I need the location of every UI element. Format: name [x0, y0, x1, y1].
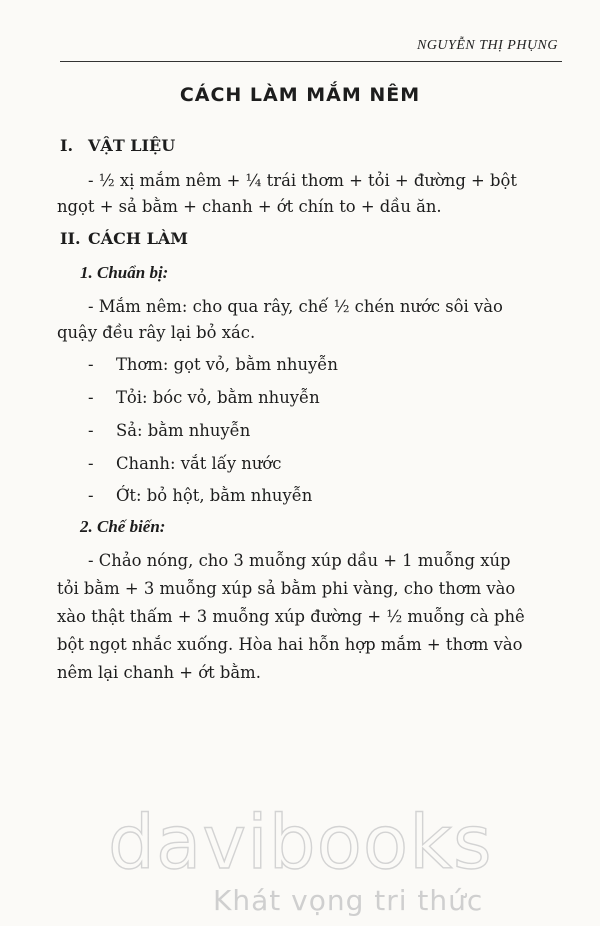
page-title: CÁCH LÀM MẮM NÊM	[179, 84, 421, 106]
list-item-text: Ớt: bỏ hột, bằm nhuyễn	[116, 486, 313, 505]
cooking-line-5: nêm lại chanh + ớt bằm.	[57, 663, 261, 682]
prep-intro-line-1: - Mắm nêm: cho qua rây, chế ½ chén nước sôi vào	[88, 297, 503, 316]
list-dash: -	[88, 454, 94, 473]
list-item-text: Tỏi: bóc vỏ, bằm nhuyễn	[116, 388, 320, 407]
section-number: I.	[60, 136, 74, 155]
section-heading-method	[60, 229, 188, 248]
list-dash: -	[88, 421, 94, 440]
list-item	[88, 451, 281, 476]
subsection-preparation: 1. Chuẩn bị:	[80, 263, 169, 282]
section-heading-materials	[60, 136, 175, 155]
list-dash: -	[88, 388, 94, 407]
running-head: NGUYỄN THỊ PHỤNG	[416, 38, 558, 53]
cooking-line-2: tỏi bằm + 3 muỗng xúp sả bằm phi vàng, cho thơm vào	[57, 579, 516, 598]
section-title: CÁCH LÀM	[88, 229, 188, 248]
subsection-cooking: 2. Chế biến:	[80, 517, 166, 536]
cooking-line-4: bột ngọt nhắc xuống. Hòa hai hỗn hợp mắm + thơm vào	[57, 635, 523, 654]
section-title: VẬT LIỆU	[88, 136, 176, 155]
header-rule	[60, 61, 562, 62]
list-item-text: Thơm: gọt vỏ, bằm nhuyễn	[116, 355, 338, 374]
list-item-text: Sả: bằm nhuyễn	[116, 421, 251, 440]
list-dash: -	[88, 486, 94, 505]
list-item	[88, 385, 320, 410]
list-item	[88, 418, 250, 443]
list-item	[88, 352, 338, 377]
cooking-line-3: xào thật thấm + 3 muỗng xúp đường + ½ muỗng cà phê	[57, 607, 525, 626]
section-number: II.	[60, 229, 81, 248]
cooking-line-1: - Chảo nóng, cho 3 muỗng xúp dầu + 1 muỗng xúp	[88, 551, 511, 570]
watermark-brand: davibooks	[108, 800, 493, 886]
list-dash: -	[88, 355, 94, 374]
watermark-tagline: Khát vọng tri thức	[213, 884, 484, 917]
list-item	[88, 483, 312, 508]
prep-intro-line-2: quậy đều rây lại bỏ xác.	[57, 323, 256, 342]
materials-line-1: - ½ xị mắm nêm + ¼ trái thơm + tỏi + đường + bột	[88, 171, 517, 190]
materials-line-2: ngọt + sả bằm + chanh + ớt chín to + dầu ăn.	[57, 197, 442, 216]
list-item-text: Chanh: vắt lấy nước	[116, 454, 282, 473]
